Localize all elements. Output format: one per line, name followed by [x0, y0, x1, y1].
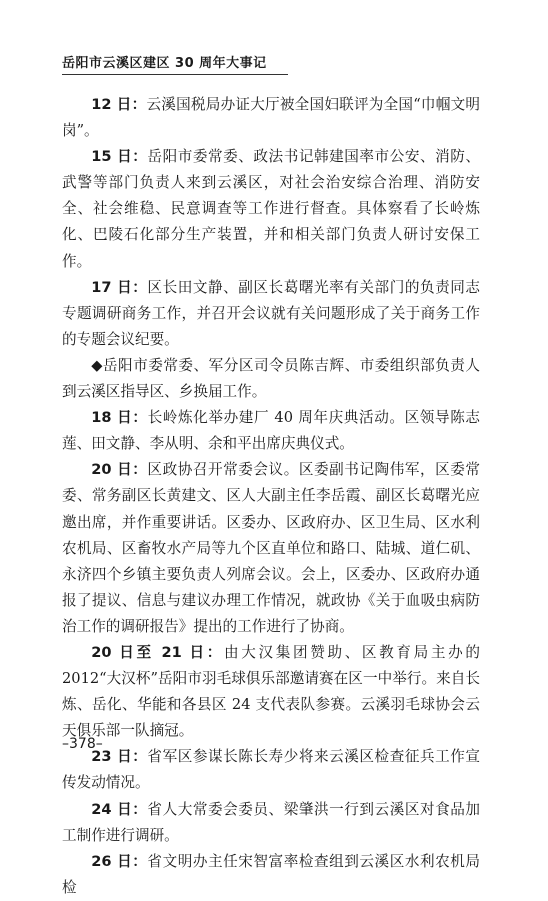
entry-text: 区政协召开常委会议。区委副书记陶伟军，区委常委、常务副区长黄建文、区人大副主任李岳霞、副区长葛曙光应邀出席，并作重要讲话。区委办、区政府办、区卫生局、区水利农机局、区畜牧水产局等九个区直单位和路口、陆城、道仁矶、永济四个乡镇主要负责人列席会议。会上，区委办、区政府办通报了提议、信息与建议办理工作情况，就政协《关于血吸虫病防治工作的调研报告》提出的工作进行了协商。	[62, 461, 480, 635]
entry-paragraph	[62, 92, 480, 144]
entry-paragraph	[62, 353, 480, 405]
header-rule	[62, 74, 288, 75]
entry-date: 20 日至 21 日：	[91, 643, 224, 661]
running-header: 岳阳市云溪区建区 30 周年大事记	[62, 56, 267, 71]
entry-text: ◆岳阳市委常委、军分区司令员陈吉辉、市委组织部负责人到云溪区指导区、乡换届工作。	[62, 356, 480, 401]
entry-date: 17 日：	[91, 278, 148, 296]
entry-date: 15 日：	[91, 148, 148, 166]
entry-text: 省军区参谋长陈长寿少将来云溪区检查征兵工作宣传发动情况。	[62, 748, 480, 792]
entry-paragraph	[62, 405, 480, 457]
entry-text: 省文明办主任宋智富率检查组到云溪区水利农机局检	[62, 852, 480, 896]
entry-text: 岳阳市委常委、政法书记韩建国率市公安、消防、武警等部门负责人来到云溪区，对社会治安综合治理、消防安全、社会维稳、民意调查等工作进行督查。具体察看了长岭炼化、巴陵石化部分生产装置，并和相关部门负责人研讨安保工作。	[62, 148, 480, 270]
entry-text: 由大汉集团赞助、区教育局主办的 2012“大汉杯”岳阳市羽毛球俱乐部邀请赛在区一中举行。来自长炼、岳化、华能和各县区 24 支代表队参赛。云溪羽毛球协会云天俱乐部一队摘冠。	[62, 643, 480, 740]
entry-date: 20 日：	[91, 461, 148, 479]
document-body	[62, 92, 480, 901]
entry-paragraph	[62, 849, 480, 901]
entry-paragraph	[62, 144, 480, 274]
entry-text: 区长田文静、副区长葛曙光率有关部门的负责同志专题调研商务工作，并召开会议就有关问题形成了关于商务工作的专题会议纪要。	[62, 278, 480, 348]
entry-date: 23 日：	[91, 748, 148, 766]
entry-text: 云溪国税局办证大厅被全国妇联评为全国“巾帼文明岗”。	[62, 96, 480, 140]
entry-date: 26 日：	[91, 852, 148, 870]
entry-paragraph	[62, 640, 480, 744]
entry-paragraph	[62, 797, 480, 849]
entry-paragraph	[62, 457, 480, 640]
entry-text: 长岭炼化举办建厂 40 周年庆典活动。区领导陈志莲、田文静、李从明、余和平出席庆典仪式。	[62, 409, 480, 453]
entry-paragraph	[62, 744, 480, 796]
entry-date: 24 日：	[91, 800, 148, 818]
page-number: –378–	[62, 736, 103, 752]
entry-date: 18 日：	[91, 409, 148, 427]
entry-text: 省人大常委会委员、梁肇洪一行到云溪区对食品加工制作进行调研。	[62, 800, 480, 844]
entry-date: 12 日：	[91, 96, 147, 113]
entry-paragraph	[62, 275, 480, 353]
